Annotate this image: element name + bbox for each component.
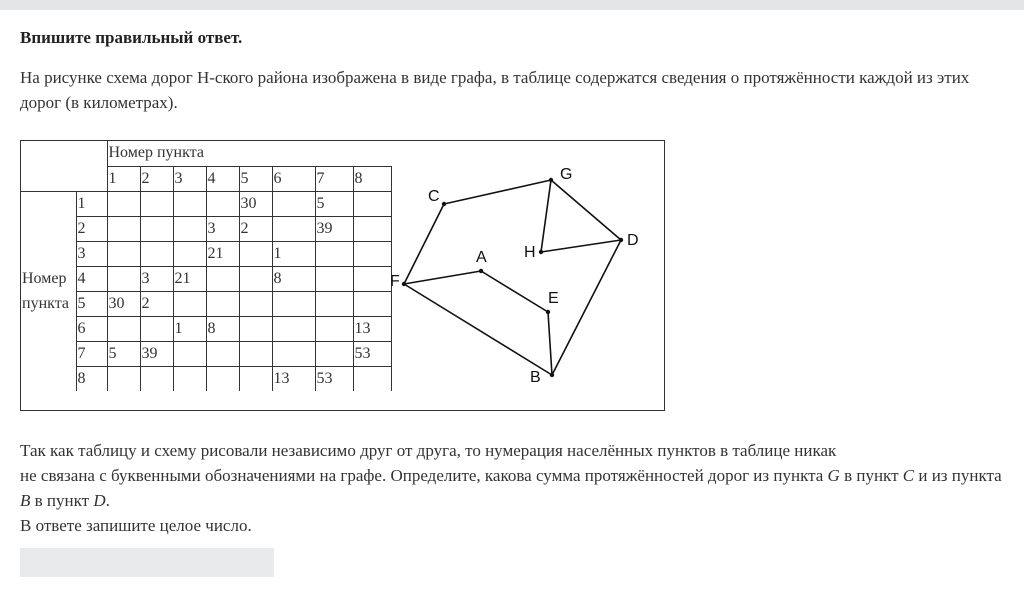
column-number: 5 bbox=[239, 166, 272, 191]
table-cell bbox=[315, 316, 353, 341]
table-cell bbox=[173, 216, 206, 241]
column-number: 4 bbox=[206, 166, 239, 191]
table-cell: 1 bbox=[173, 316, 206, 341]
table-row bbox=[21, 216, 391, 241]
table-cell bbox=[206, 291, 239, 316]
question-line-2: не связана с буквенными обозначениями на графе. Определите, какова сумма протяжённостей дорог из пункта G в пункт C и из пункта B в пункт D. bbox=[20, 466, 1002, 510]
table-cell: 53 bbox=[353, 341, 391, 366]
table-cell: 1 bbox=[272, 241, 315, 266]
graph-node-c bbox=[442, 202, 446, 206]
table-corner bbox=[21, 141, 107, 191]
table-cell bbox=[140, 216, 173, 241]
answer-input[interactable] bbox=[20, 548, 274, 577]
table-cell bbox=[353, 216, 391, 241]
table-cell bbox=[353, 191, 391, 216]
table-row bbox=[21, 316, 391, 341]
row-number: 5 bbox=[76, 291, 107, 316]
table-cell: 53 bbox=[315, 366, 353, 391]
table-row bbox=[21, 241, 391, 266]
graph-label-b: B bbox=[530, 369, 541, 386]
table-cell bbox=[173, 341, 206, 366]
table-cell bbox=[206, 341, 239, 366]
table-cell: 3 bbox=[140, 266, 173, 291]
graph-node-e bbox=[546, 310, 550, 314]
table-cell: 8 bbox=[272, 266, 315, 291]
table-cell: 5 bbox=[315, 191, 353, 216]
table-cell bbox=[173, 191, 206, 216]
graph-label-d: D bbox=[627, 232, 639, 249]
graph-edge-e-b bbox=[548, 312, 552, 375]
table-cell: 21 bbox=[173, 266, 206, 291]
table-cell bbox=[140, 316, 173, 341]
graph-node-h bbox=[539, 250, 543, 254]
table-cell bbox=[315, 241, 353, 266]
row-header-label: Номер пункта bbox=[21, 191, 76, 391]
table-row bbox=[21, 291, 391, 316]
table-cell: 39 bbox=[140, 341, 173, 366]
table-row bbox=[21, 366, 391, 391]
table-cell bbox=[239, 366, 272, 391]
table-cell bbox=[239, 241, 272, 266]
graph-edge-a-e bbox=[481, 271, 548, 312]
table-cell bbox=[173, 241, 206, 266]
graph-label-e: E bbox=[548, 290, 559, 307]
row-number: 2 bbox=[76, 216, 107, 241]
table-cell bbox=[239, 266, 272, 291]
table-cell bbox=[315, 266, 353, 291]
table-cell: 8 bbox=[206, 316, 239, 341]
column-number: 3 bbox=[173, 166, 206, 191]
intro-text: На рисунке схема дорог Н-ского района изображена в виде графа, в таблице содержатся сведения о протяжённости каждой из этих дорог (в километрах). bbox=[20, 68, 970, 112]
row-number: 8 bbox=[76, 366, 107, 391]
graph-label-a: A bbox=[476, 249, 487, 266]
row-number: 6 bbox=[76, 316, 107, 341]
table-cell bbox=[272, 216, 315, 241]
graph-edge-c-f bbox=[404, 204, 444, 284]
table-cell bbox=[353, 291, 391, 316]
table-cell bbox=[315, 291, 353, 316]
table-cell bbox=[140, 191, 173, 216]
column-number: 1 bbox=[107, 166, 140, 191]
question-line-1: Так как таблицу и схему рисовали независимо друг от друга, то нумерация населённых пунктов в таблице никак bbox=[20, 441, 837, 460]
task-figure bbox=[20, 140, 665, 411]
table-cell bbox=[107, 366, 140, 391]
top-bar bbox=[0, 0, 1024, 10]
column-number: 8 bbox=[353, 166, 391, 191]
road-graph bbox=[391, 141, 665, 411]
table-cell bbox=[173, 291, 206, 316]
table-cell bbox=[272, 291, 315, 316]
column-number: 7 bbox=[315, 166, 353, 191]
point-b: B bbox=[20, 491, 31, 510]
point-g: G bbox=[827, 466, 840, 485]
question-text bbox=[20, 438, 1015, 538]
table-cell bbox=[353, 241, 391, 266]
table-cell bbox=[140, 241, 173, 266]
table-cell bbox=[206, 366, 239, 391]
graph-edge-f-b bbox=[404, 284, 552, 375]
graph-node-a bbox=[479, 269, 483, 273]
table-row bbox=[21, 191, 391, 216]
table-cell bbox=[272, 341, 315, 366]
graph-node-b bbox=[550, 373, 554, 377]
point-d: D bbox=[93, 491, 106, 510]
table-cell: 2 bbox=[239, 216, 272, 241]
graph-edge-g-h bbox=[541, 180, 551, 252]
table-row bbox=[21, 266, 391, 291]
graph-edge-c-g bbox=[444, 180, 551, 204]
table-cell bbox=[239, 316, 272, 341]
table-cell bbox=[272, 191, 315, 216]
column-header-label: Номер пункта bbox=[107, 141, 391, 166]
graph-label-c: C bbox=[428, 188, 440, 205]
table-cell: 5 bbox=[107, 341, 140, 366]
table-cell bbox=[107, 241, 140, 266]
column-number: 6 bbox=[272, 166, 315, 191]
table-row bbox=[21, 341, 391, 366]
table-cell: 39 bbox=[315, 216, 353, 241]
table-cell bbox=[206, 266, 239, 291]
table-cell bbox=[107, 266, 140, 291]
graph-node-g bbox=[549, 178, 553, 182]
instruction: Впишите правильный ответ. bbox=[20, 28, 243, 47]
table-cell bbox=[353, 266, 391, 291]
graph-edge-b-d bbox=[552, 240, 621, 375]
graph-label-h: H bbox=[524, 244, 536, 261]
table-cell: 13 bbox=[272, 366, 315, 391]
row-number: 1 bbox=[76, 191, 107, 216]
column-number: 2 bbox=[140, 166, 173, 191]
graph-edge-f-a bbox=[404, 271, 481, 284]
table-cell: 13 bbox=[353, 316, 391, 341]
question-line-3: В ответе запишите целое число. bbox=[20, 516, 252, 535]
table-cell bbox=[107, 216, 140, 241]
table-cell bbox=[272, 316, 315, 341]
graph-edge-g-d bbox=[551, 180, 621, 240]
table-cell bbox=[239, 341, 272, 366]
table-cell bbox=[140, 366, 173, 391]
graph-label-f: F bbox=[390, 273, 400, 290]
row-number: 3 bbox=[76, 241, 107, 266]
table-cell: 21 bbox=[206, 241, 239, 266]
graph-label-g: G bbox=[560, 166, 573, 183]
point-c: C bbox=[902, 466, 915, 485]
table-cell bbox=[107, 316, 140, 341]
row-number: 7 bbox=[76, 341, 107, 366]
table-cell bbox=[353, 366, 391, 391]
graph-node-d bbox=[619, 238, 623, 242]
table-cell: 30 bbox=[107, 291, 140, 316]
table-cell: 3 bbox=[206, 216, 239, 241]
table-cell bbox=[107, 191, 140, 216]
graph-edge-h-d bbox=[541, 240, 621, 252]
row-number: 4 bbox=[76, 266, 107, 291]
table-cell: 2 bbox=[140, 291, 173, 316]
table-cell bbox=[315, 341, 353, 366]
table-cell bbox=[206, 191, 239, 216]
table-cell bbox=[239, 291, 272, 316]
table-cell: 30 bbox=[239, 191, 272, 216]
distance-table bbox=[21, 141, 392, 391]
graph-node-f bbox=[402, 282, 406, 286]
table-cell bbox=[173, 366, 206, 391]
